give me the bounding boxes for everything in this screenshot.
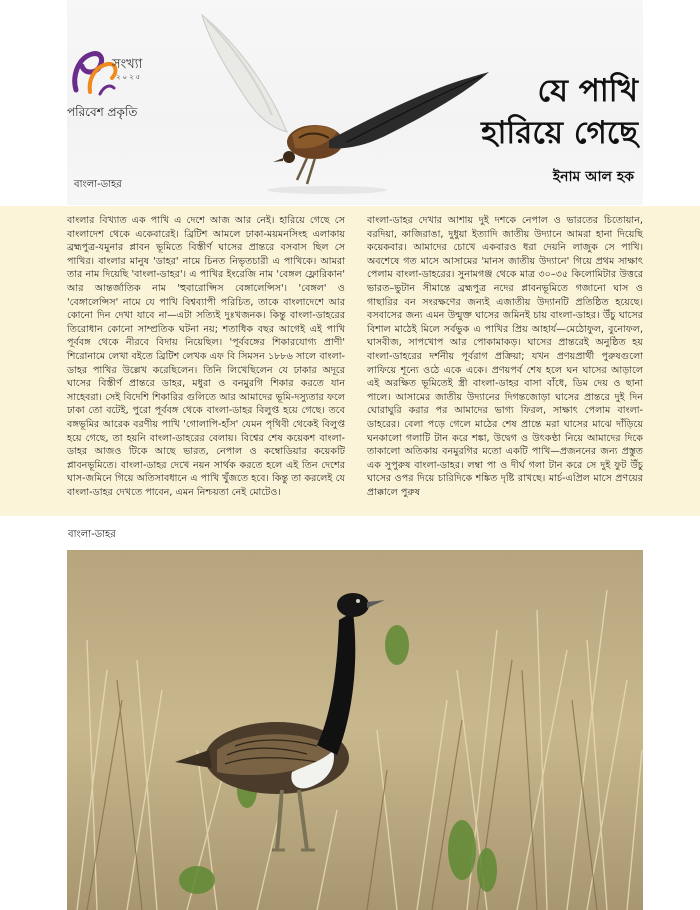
title-line-2: হারিয়ে গেছে xyxy=(481,115,638,151)
author-name: ইনাম আল হক xyxy=(552,169,634,185)
bengal-florican-photo xyxy=(67,550,643,910)
article-column-right xyxy=(367,214,643,499)
article-title xyxy=(378,70,638,154)
photo-caption: বাংলা-ডাহর xyxy=(68,529,116,540)
section-label: পরিবেশ প্রকৃতি xyxy=(67,105,138,119)
issue-label: সংখ্যা xyxy=(112,57,143,72)
hero-caption: বাংলা-ডাহর xyxy=(74,179,122,190)
right-column-text: বাংলা-ডাহর দেখার আশায় দুই দশকে নেপাল ও ভারতের চিতোয়ান, বরদিয়া, কাজিরাঙা, দুধুয়া ইত্যাদি জাতীয় উদ্যানে আমরা হানা দিয়েছি কয়েকবার। আমাদের চোখে একবারও ধরা দেয়নি লাজুক সে পাখি। অবশেষে গত মাসে আসামের 'মানস জাতীয় উদ্যানে' গিয়ে প্রথম সাক্ষাৎ পেলাম বাংলা-ডাহরের। সুনামগঞ্জ থেকে মাত্র ৩০–৩৫ কিলোমিটার উত্তরে ভারত–ভুটান সীমান্তে ব্রহ্মপুত্র নদের প্লাবনভূমিতে গজানো ঘাস ও গাছারির বন সংরক্ষণের জন্যই এজাতীয় উদ্যানটি প্রতিষ্ঠিত হয়েছে। বসবাসের জন্য এমন উন্মুক্ত ঘাসের জমিনই চায় বাংলা-ডাহর। উঁচু ঘাসের বিশাল মাঠেই মিলে সর্বভুক এ পাখির প্রিয় আহার্য—মেঠোফুল, বুনোফল, ঘাসবীজ, সাপখোপ আর পোকামাকড়। ঘাসের প্রান্তরেই অনুষ্ঠিত হয় বাংলা-ডাহরের দর্শনীয় পূর্বরাগ প্রক্রিয়া; যখন প্রণয়প্রার্থী পুরুষগুলো লাফিয়ে শূন্যে ওঠে একে একে। প্রণয়পর্ব শেষ হলে ঘন ঘাসের আড়ালে এই অরক্ষিত ভূমিতেই স্ত্রী বাংলা-ডাহর বাসা বাঁধে, ডিম দেয় ও ছানা পালে। আসামের জাতীয় উদ্যানের দিগন্তজোড়া ঘাসের প্রান্তরে দুই দিন ঘোরাঘুরি করার পর আমাদের ভাগ্য ফিরল, সাক্ষাৎ পেলাম বাংলা-ডাহরের। বেলা পড়ে গেলে মাঠের শেষ প্রান্তে মরা ঘাসের মাঝে দাঁড়িয়ে ঘনকালো গলাটি টান করে শঙ্কা, উদ্বেগ ও উৎকণ্ঠা নিয়ে আমাদের দিকে তাকালো অতিকায় বনমুরগির মতো একটি পাখি—প্রজননের জন্য প্রস্তুত এক সুপুরুষ বাংলা-ডাহর। লম্বা পা ও দীর্ঘ গলা টান করে সে দুই ফুট উঁচু ঘাসের ওপর দিয়ে চারিদিকে শঙ্কিত দৃষ্টি রাখছে। মার্চ-এপ্রিল মাসে প্রণয়ের প্রাক্কালে পুরুষ xyxy=(367,215,643,498)
issue-number: ২০২৫ xyxy=(116,73,143,81)
bird-in-grass-illustration xyxy=(67,550,643,910)
title-line-1: যে পাখি xyxy=(537,73,638,109)
left-column-text: বাংলার বিখ্যাত এক পাখি এ দেশে আজ আর নেই। হারিয়ে গেছে সে বাংলাদেশ থেকে একেবারেই। ব্রিটিশ আমলে ঢাকা-ময়মনসিংহ এলাকায় ব্রহ্মপুত্র-যমুনার প্লাবন ভূমিতে বিস্তীর্ণ ঘাসের প্রান্তরে বসবাস ছিল সে পাখির। বাংলার মানুষ 'ডাহর' নামে চিনত নিভৃতচারী এ পাখিকে। আমরা তার নাম দিয়েছি 'বাংলা-ডাহর'। এ পাখির ইংরেজি নাম 'বেঙ্গল ফ্লোরিকান' আর আন্তর্জাতিক নাম 'হুবারোপ্সিস বেঙ্গালেন্সিস'। 'বেঙ্গল' ও 'বেঙ্গালেন্সিস' নামে যে পাখি বিশ্বব্যাপী পরিচিত, তাকে বাংলাদেশে আর কোনো দিন দেখা যাবে না—এটা সত্যিই দুঃখজনক। কিন্তু বাংলা-ডাহরের তিরোধান কোনো সাম্প্রতিক ঘটনা নয়; শতাধিক বছর আগেই এই পাখি পূর্ববঙ্গ থেকে নীরবে বিদায় নিয়েছিল। 'পূর্ববঙ্গের শিকারযোগ্য প্রাণী' শিরোনামে লেখা বইতে ব্রিটিশ লেখক এফ বি সিমসন ১৮৮৬ সালে বাংলা-ডাহর পাখির উল্লেখ করেছিলেন। তিনি লিখেছিলেন যে ঢাকার অদূরে ঘাসের বিস্তীর্ণ প্রান্তরে ডাহর, মধুরা ও বনমুরগি শিকার করতে যান সাহেবরা। সেই বিদেশি শিকারির গুলিতে আর আমাদের ভূমি-দস্যুতার ফলে ঢাকা তো বটেই, পুরো পূর্ববঙ্গ থেকে বাংলা-ডাহর বিলুপ্ত হয়ে গেছে। তবে বঙ্গভূমির আরেক বরণীয় পাখি 'গোলাপি-হাঁস' যেমন পৃথিবী থেকেই বিলুপ্ত হয়ে গেছে, তা হয়নি বাংলা-ডাহরের বেলায়। বিশ্বের শেষ কয়েকশ বাংলা-ডাহর আজও টিকে আছে ভারত, নেপাল ও কম্বোডিয়ার কয়েকটি প্লাবনভূমিতে। বাংলা-ডাহর দেখে নয়ন সার্থক করতে হলে এই তিন দেশের ঘাস-জমিনে গিয়ে অতিসাবধানে এ পাখি খুঁজতে হবে। কিন্তু তা করলেই যে বাংলা-ডাহর দেখতে পাবেন, এমন নিশ্চয়তা নেই মোটেও। xyxy=(67,215,345,498)
article-column-left xyxy=(67,214,345,499)
